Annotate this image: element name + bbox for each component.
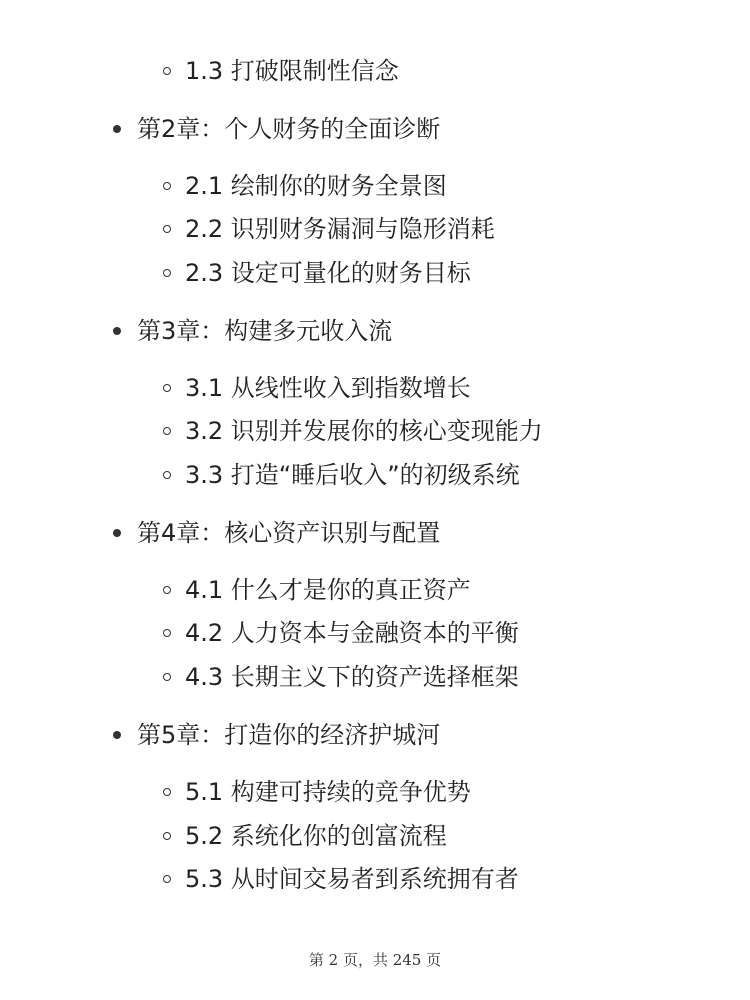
list-item [163,214,495,244]
list-item-text: 2.2 识别财务漏洞与隐形消耗 [185,215,495,243]
list-item-text: 5.3 从时间交易者到系统拥有者 [185,865,519,893]
page-number-footer: 第 2 页，共 245 页 [308,951,442,969]
hollow-bullet-icon [163,225,171,233]
list-item [163,171,447,201]
hollow-bullet-icon [163,471,171,479]
hollow-bullet-icon [163,832,171,840]
list-item-text: 4.2 人力资本与金融资本的平衡 [185,619,519,647]
list-item [163,460,520,490]
hollow-bullet-icon [163,586,171,594]
list-item [163,575,471,605]
hollow-bullet-icon [163,384,171,392]
list-item-text: 1.3 打破限制性信念 [185,57,399,85]
chapter-heading-text: 第5章：打造你的经济护城河 [137,721,441,749]
list-item [163,618,519,648]
list-item [163,662,519,692]
hollow-bullet-icon [163,67,171,75]
hollow-bullet-icon [163,629,171,637]
list-item [163,416,543,446]
chapter-heading [113,518,440,548]
list-item-text: 4.1 什么才是你的真正资产 [185,576,471,604]
list-item [163,56,399,86]
solid-bullet-icon [113,529,121,537]
list-item-text: 2.1 绘制你的财务全景图 [185,172,447,200]
hollow-bullet-icon [163,673,171,681]
list-item [163,258,471,288]
list-item-text: 3.3 打造“睡后收入”的初级系统 [185,461,520,489]
solid-bullet-icon [113,731,121,739]
list-item [163,777,471,807]
solid-bullet-icon [113,125,121,133]
list-item [163,821,447,851]
list-item-text: 5.1 构建可持续的竞争优势 [185,778,471,806]
chapter-heading [113,316,392,346]
hollow-bullet-icon [163,788,171,796]
chapter-heading-text: 第4章：核心资产识别与配置 [137,519,441,547]
list-item-text: 3.1 从线性收入到指数增长 [185,374,471,402]
list-item-text: 4.3 长期主义下的资产选择框架 [185,663,519,691]
chapter-heading [113,114,440,144]
chapter-heading [113,720,440,750]
list-item-text: 3.2 识别并发展你的核心变现能力 [185,417,543,445]
chapter-heading-text: 第3章：构建多元收入流 [137,317,393,345]
solid-bullet-icon [113,327,121,335]
chapter-heading-text: 第2章：个人财务的全面诊断 [137,115,441,143]
list-item [163,373,471,403]
hollow-bullet-icon [163,182,171,190]
hollow-bullet-icon [163,875,171,883]
list-item-text: 2.3 设定可量化的财务目标 [185,259,471,287]
list-item [163,864,519,894]
hollow-bullet-icon [163,427,171,435]
list-item-text: 5.2 系统化你的创富流程 [185,822,447,850]
hollow-bullet-icon [163,269,171,277]
